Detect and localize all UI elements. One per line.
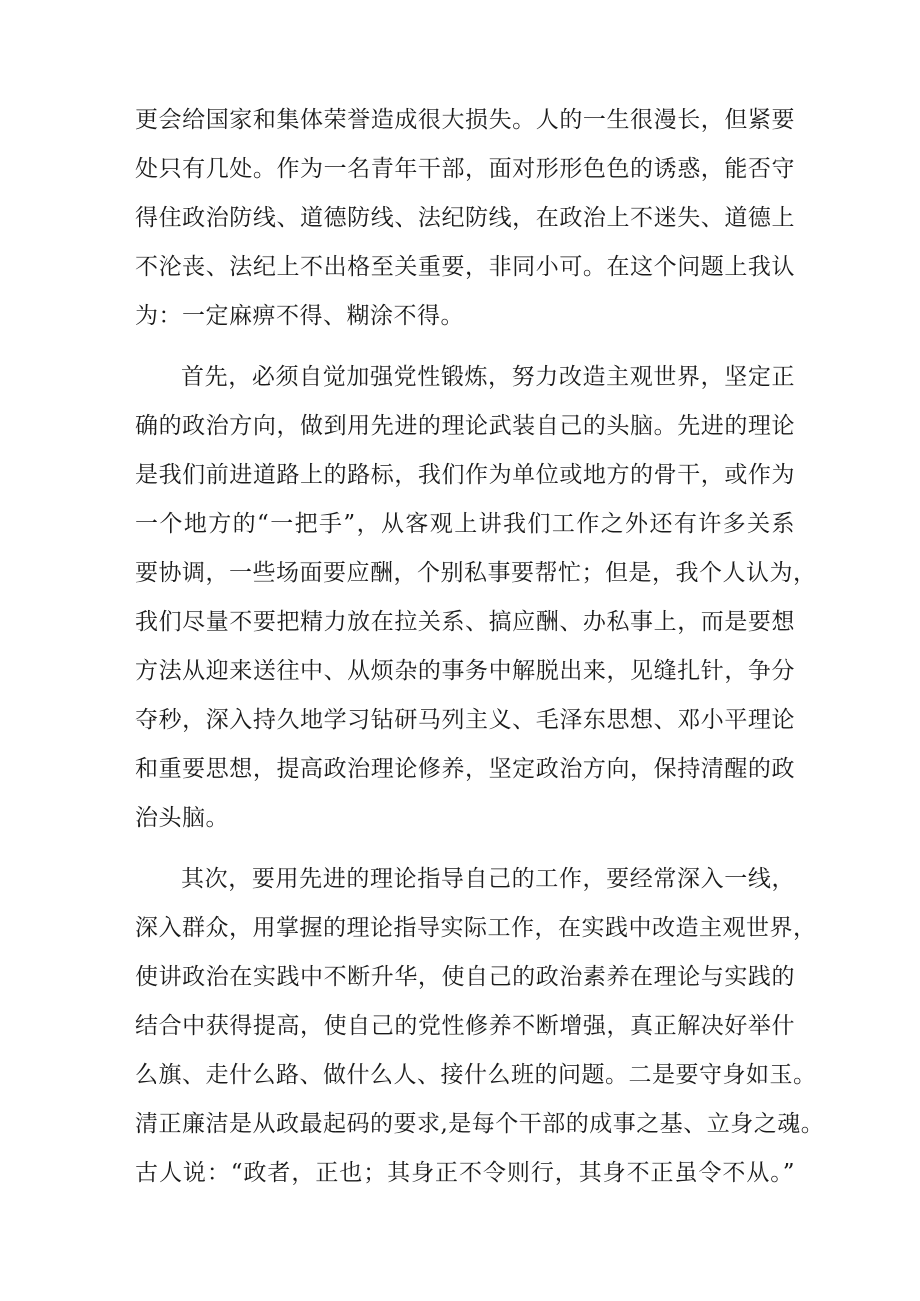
text-line: 要协调，一些场面要应酬，个别私事要帮忙；但是，我个人认为， — [135, 560, 817, 586]
text-line: 结合中获得提高，使自己的党性修养不断增强，真正解决好举什 — [135, 1013, 795, 1039]
text-line: 和重要思想，提高政治理论修养，坚定政治方向，保持清醒的政 — [135, 756, 795, 782]
text-line: 使讲政治在实践中不断升华，使自己的政治素养在理论与实践的 — [135, 964, 795, 990]
text-line: 清正廉洁是从政最起码的要求,是每个干部的成事之基、立身之魂。 — [135, 1111, 825, 1137]
text-line: 其次，要用先进的理论指导自己的工作，要经常深入一线， — [181, 866, 795, 892]
text-line: 么旗、走什么路、做什么人、接什么班的问题。二是要守身如玉。 — [135, 1062, 817, 1088]
text-line: 处只有几处。作为一名青年干部，面对形形色色的诱惑，能否守 — [135, 156, 795, 182]
text-line: 确的政治方向，做到用先进的理论武装自己的头脑。先进的理论 — [135, 413, 795, 439]
text-line: 得住政治防线、道德防线、法纪防线，在政治上不迷失、道德上 — [135, 205, 795, 231]
text-line: 方法从迎来送往中、从烦杂的事务中解脱出来，见缝扎针，争分 — [135, 658, 795, 684]
text-line: 是我们前进道路上的路标，我们作为单位或地方的骨干，或作为 — [135, 462, 795, 488]
text-line: 我们尽量不要把精力放在拉关系、搞应酬、办私事上，而是要想 — [135, 609, 795, 635]
text-line: 治头脑。 — [135, 805, 229, 831]
text-line: 不沦丧、法纪上不出格至关重要，非同小可。在这个问题上我认 — [135, 254, 795, 280]
text-line: 古人说：“政者，正也；其身正不令则行，其身不正虽令不从。” — [135, 1160, 795, 1186]
text-line: 夺秒，深入持久地学习钻研马列主义、毛泽东思想、邓小平理论 — [135, 707, 795, 733]
text-line: 首先，必须自觉加强党性锻炼，努力改造主观世界，坚定正 — [181, 364, 795, 390]
text-line: 为：一定麻痹不得、糊涂不得。 — [135, 303, 464, 329]
text-line: 深入群众，用掌握的理论指导实际工作，在实践中改造主观世界， — [135, 915, 817, 941]
text-line: 更会给国家和集体荣誉造成很大损失。人的一生很漫长，但紧要 — [135, 107, 795, 133]
text-line: 一个地方的“一把手”，从客观上讲我们工作之外还有许多关系 — [135, 511, 795, 537]
